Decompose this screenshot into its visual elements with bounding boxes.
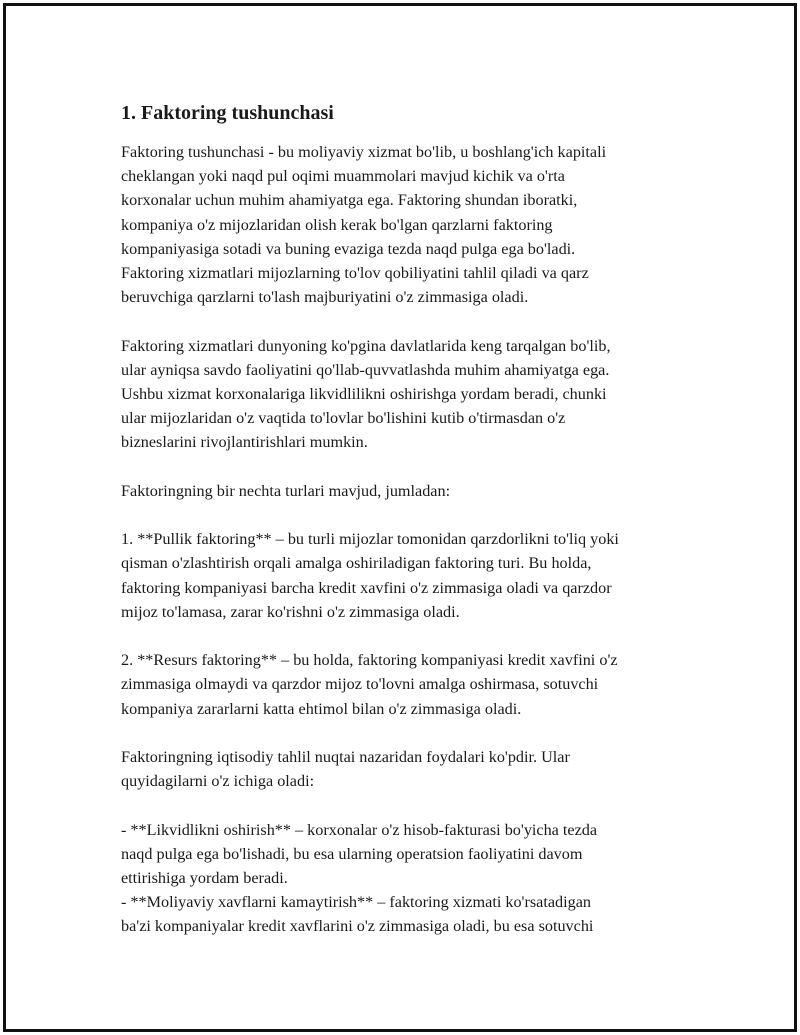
paragraph-gap bbox=[121, 455, 701, 479]
page-frame bbox=[3, 3, 797, 1032]
paragraph-types-intro: Faktoringning bir nechta turlari mavjud, jumladan: bbox=[121, 481, 451, 500]
list-item-resource-factoring: 2. **Resurs faktoring** – bu holda, faktoring kompaniyasi kredit xavfini o'z zimmasiga olmaydi va qarzdor mijoz to'lovni amalga oshirmasa, sotuvchi kompaniya zararlarni katta ehtimol bilan o'z zimmasiga oladi. bbox=[121, 651, 618, 718]
paragraph-gap bbox=[121, 721, 701, 745]
paragraph-definition: Faktoring tushunchasi - bu moliyaviy xizmat bo'lib, u boshlang'ich kapitali cheklangan yoki naqd pul oqimi muammolari mavjud kichik va o'rta korxonalar uchun muhim ahamiyatga ega. Faktoring shundan iboratki, kompaniya o'z mijozlaridan olish kerak bo'lgan qarzlarni faktoring kompaniyasiga sotadi va buning evaziga tezda naqd pulga ega bo'ladi. Faktoring xizmatlari mijozlarning to'lov qobiliyatini tahlil qiladi va qarz beruvchiga qarzlarni to'lash majburiyatini o'z zimmasiga oladi. bbox=[121, 143, 607, 307]
paragraph-gap bbox=[121, 503, 701, 527]
document-title: 1. Faktoring tushunchasi bbox=[121, 102, 334, 124]
paragraph-gap bbox=[121, 624, 701, 648]
paragraph-benefits-intro: Faktoringning iqtisodiy tahlil nuqtai nazaridan foydalari ko'pdir. Ular quyidagilarni o'z ichiga oladi: bbox=[121, 748, 570, 791]
paragraph-global-use: Faktoring xizmatlari dunyoning ko'pgina davlatlarida keng tarqalgan bo'lib, ular ayniqsa savdo faoliyatini qo'llab-quvvatlashda muhim ahamiyatga ega. Ushbu xizmat korxonalariga likvidlilikni oshirishga yordam beradi, chunki ular mijozlaridan o'z vaqtida to'lovlar bo'lishini kutib o'tirmasdan o'z bizneslarini rivojlantirishlari mumkin. bbox=[121, 336, 611, 452]
benefits-list: - **Likvidlikni oshirish** – korxonalar o'z hisob-fakturasi bo'yicha tezda naqd pulga ega bo'lishadi, bu esa ularning operatsion faoliyatini davom ettirishiga yordam beradi. - **Moliyaviy xavflarni kamaytirish** – faktoring xizmati ko'rsatadigan ba'zi kompaniyalar kredit xavflarini o'z zimmasiga oladi, bu esa sotuvchi bbox=[121, 820, 598, 936]
paragraph-gap bbox=[121, 793, 701, 817]
list-item-paid-factoring: 1. **Pullik faktoring** – bu turli mijozlar tomonidan qarzdorlikni to'liq yoki qisman o'zlashtirish orqali amalga oshiriladigan faktoring turi. Bu holda, faktoring kompaniyasi barcha kredit xavfini o'z zimmasiga oladi va qarzdor mijoz to'lamasa, zarar ko'rishni o'z zimmasiga oladi. bbox=[121, 530, 619, 621]
document-body bbox=[121, 100, 701, 939]
paragraph-gap bbox=[121, 309, 701, 333]
